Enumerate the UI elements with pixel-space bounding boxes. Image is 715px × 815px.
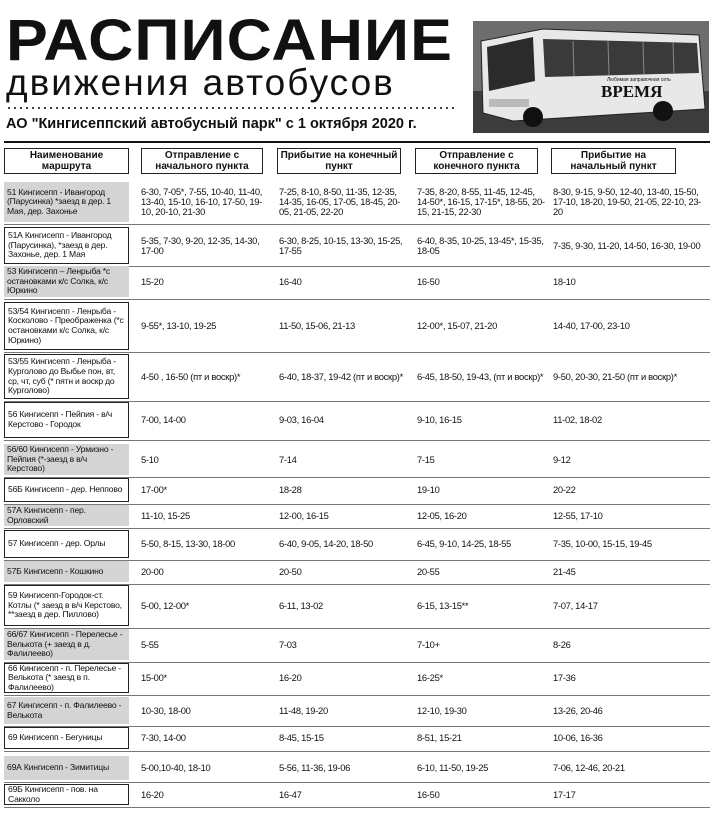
depart-start-times: 5-35, 7-30, 9-20, 12-35, 14-30, 17-00 xyxy=(141,234,260,256)
arrive-start-times: 14-40, 17-00, 23-10 xyxy=(553,320,630,331)
arrive-start-times: 7-35, 10-00, 15-15, 19-45 xyxy=(553,538,652,549)
depart-start-times: 15-00* xyxy=(141,672,167,683)
route-name: 56/60 Кингисепп - Урмизно - Пейпия (*-заезд в в/ч Керстово) xyxy=(4,444,129,475)
depart-end-times: 6-10, 11-50, 19-25 xyxy=(417,762,489,773)
col-head-depart-end: Отправление с конечного пункта xyxy=(415,148,538,174)
depart-start-times: 7-30, 14-00 xyxy=(141,732,186,743)
route-name: 56Б Кингисепп - дер. Неппово xyxy=(4,478,129,502)
bus-illustration xyxy=(473,21,709,133)
row-divider xyxy=(4,782,710,783)
depart-start-times: 11-10, 15-25 xyxy=(141,509,190,521)
depart-end-times: 20-55 xyxy=(417,565,440,577)
col-head-depart-start: Отправление с начального пункта xyxy=(141,148,263,174)
arrive-end-times: 6-11, 13-02 xyxy=(279,599,323,611)
route-name: 66/67 Кингисепп - Перелесье - Велькота (+ заезд в д. Фалилеево) xyxy=(4,629,129,660)
arrive-start-times: 8-30, 9-15, 9-50, 12-40, 13-40, 15-50, 17-10, 18-20, 19-50, 21-05, 22-10, 23-20 xyxy=(553,186,702,217)
route-name: 53/55 Кингисепп - Ленрыба - Курголово до Выбье пон, вт, ср, чт, суб (* пятн и воскр до Курголово) xyxy=(4,354,129,399)
col-head-route: Наименование маршрута xyxy=(4,148,129,174)
arrive-end-times: 7-25, 8-10, 8-50, 11-35, 12-35, 14-35, 16-05, 17-05, 18-45, 20-05, 21-05, 22-20 xyxy=(279,186,400,217)
arrive-end-times: 7-14 xyxy=(279,453,297,465)
arrive-start-times: 9-12 xyxy=(553,453,571,465)
route-name: 53/54 Кингисепп - Ленрыба - Косколово - Преображенка (*с остановками к/с Солка, к/с Юркино) xyxy=(4,302,129,350)
depart-start-times: 5-50, 8-15, 13-30, 18-00 xyxy=(141,538,235,549)
arrive-start-times: 21-45 xyxy=(553,565,576,577)
route-name: 57А Кингисепп - пер. Орловский xyxy=(4,505,129,526)
arrive-start-times: 18-10 xyxy=(553,275,576,287)
route-name: 57 Кингисепп - дер. Орлы xyxy=(4,530,129,558)
depart-start-times: 20-00 xyxy=(141,565,164,577)
depart-end-times: 12-00*, 15-07, 21-20 xyxy=(417,320,498,331)
depart-start-times: 4-50 , 16-50 (пт и воскр)* xyxy=(141,370,241,382)
row-divider xyxy=(4,695,710,696)
depart-start-times: 5-00, 12-00* xyxy=(141,599,189,611)
depart-end-times: 12-10, 19-30 xyxy=(417,704,467,716)
arrive-start-times: 17-17 xyxy=(553,788,576,800)
depart-start-times: 15-20 xyxy=(141,275,164,287)
arrive-start-times: 17-36 xyxy=(553,672,576,683)
arrive-start-times: 13-26, 20-46 xyxy=(553,704,603,716)
route-name: 51 Кингисепп - Ивангород (Парусинка) *заезд в дер. 1 Мая, дер. Захонье xyxy=(4,182,129,222)
row-divider xyxy=(4,352,710,353)
arrive-end-times: 12-00, 16-15 xyxy=(279,509,329,521)
route-name: 51А Кингисепп - Ивангород (Парусинка), *заезд в дер. Захонье, дер. 1 Мая xyxy=(4,227,129,264)
depart-end-times: 7-15 xyxy=(417,453,435,465)
arrive-start-times: 8-26 xyxy=(553,638,571,650)
depart-end-times: 7-35, 8-20, 8-55, 11-45, 12-45, 14-50*, 16-15, 17-15*, 18-55, 20-15, 21-15, 22-30 xyxy=(417,186,545,217)
depart-start-times: 5-00,10-40, 18-10 xyxy=(141,762,211,773)
route-name: 56 Кингисепп - Пейпия - в/ч Керстово - Городок xyxy=(4,402,129,438)
arrive-end-times: 5-56, 11-36, 19-06 xyxy=(279,762,351,773)
depart-start-times: 16-20 xyxy=(141,788,164,800)
row-divider xyxy=(4,224,710,225)
arrive-end-times: 6-40, 18-37, 19-42 (пт и воскр)* xyxy=(279,370,403,382)
arrive-end-times: 16-47 xyxy=(279,788,302,800)
bus-brand: ВРЕМЯ xyxy=(601,82,663,101)
arrive-end-times: 9-03, 16-04 xyxy=(279,414,324,425)
arrive-end-times: 6-30, 8-25, 10-15, 13-30, 15-25, 17-55 xyxy=(279,234,403,256)
route-name: 59 Кингисепп-Городок-ст. Котлы (* заезд в в/ч Керстово, **заезд в дер. Пиллово) xyxy=(4,585,129,626)
depart-end-times: 7-10+ xyxy=(417,638,440,650)
col-head-arrive-start: Прибытие на начальный пункт xyxy=(551,148,676,174)
depart-end-times: 6-15, 13-15** xyxy=(417,599,469,611)
depart-end-times: 6-40, 8-35, 10-25, 13-45*, 15-35, 18-05 xyxy=(417,234,544,256)
row-divider xyxy=(4,299,710,300)
page-subtitle: движения автобусов xyxy=(6,62,395,103)
depart-end-times: 6-45, 9-10, 14-25, 18-55 xyxy=(417,538,511,549)
bus-brand-small: Любимая заправочная сеть xyxy=(607,77,671,83)
arrive-end-times: 11-50, 15-06, 21-13 xyxy=(279,320,355,331)
depart-start-times: 9-55*, 13-10, 19-25 xyxy=(141,320,217,331)
depart-start-times: 17-00* xyxy=(141,484,167,495)
row-divider xyxy=(4,440,710,441)
arrive-start-times: 7-35, 9-30, 11-20, 14-50, 16-30, 19-00 xyxy=(553,239,701,251)
route-name: 57Б Кингисепп - Кошкино xyxy=(4,561,129,582)
arrive-start-times: 11-02, 18-02 xyxy=(553,414,602,425)
route-name: 69Б Кингисепп - пов. на Сакколо xyxy=(4,784,129,805)
company-line: АО "Кингисеппский автобусный парк" с 1 октября 2020 г. xyxy=(6,116,417,132)
arrive-end-times: 7-03 xyxy=(279,638,297,650)
depart-end-times: 12-05, 16-20 xyxy=(417,509,467,521)
arrive-end-times: 18-28 xyxy=(279,484,302,495)
depart-end-times: 16-25* xyxy=(417,672,443,683)
arrive-start-times: 20-22 xyxy=(553,484,576,495)
depart-end-times: 8-51, 15-21 xyxy=(417,732,462,743)
arrive-start-times: 9-50, 20-30, 21-50 (пт и воскр)* xyxy=(553,370,677,382)
row-divider xyxy=(4,528,710,529)
depart-start-times: 10-30, 18-00 xyxy=(141,704,191,716)
arrive-start-times: 7-07, 14-17 xyxy=(553,599,598,611)
route-name: 69А Кингисепп - Зимитицы xyxy=(4,756,129,780)
table-top-rule xyxy=(4,141,710,143)
depart-end-times: 16-50 xyxy=(417,788,440,800)
depart-start-times: 6-30, 7-05*, 7-55, 10-40, 11-40, 13-40, 15-10, 16-10, 17-50, 19-10, 20-10, 21-30 xyxy=(141,186,263,217)
page-title: РАСПИСАНИЕ xyxy=(6,8,454,73)
arrive-start-times: 12-55, 17-10 xyxy=(553,509,603,521)
depart-start-times: 7-00, 14-00 xyxy=(141,414,186,425)
route-name: 53 Кингисепп – Ленрыба *с остановками к/с Солка, к/с Юркино xyxy=(4,266,129,297)
row-divider xyxy=(4,807,710,808)
arrive-end-times: 16-40 xyxy=(279,275,302,287)
row-divider xyxy=(4,751,710,752)
depart-start-times: 5-10 xyxy=(141,453,159,465)
arrive-start-times: 10-06, 16-36 xyxy=(553,732,603,743)
arrive-end-times: 8-45, 15-15 xyxy=(279,732,324,743)
depart-end-times: 19-10 xyxy=(417,484,440,495)
bus-photo xyxy=(473,21,709,133)
depart-start-times: 5-55 xyxy=(141,638,159,650)
arrive-end-times: 11-48, 19-20 xyxy=(279,704,328,716)
depart-end-times: 16-50 xyxy=(417,275,440,287)
col-head-arrive-end: Прибытие на конечный пункт xyxy=(277,148,401,174)
route-name: 69 Кингисепп - Бегуницы xyxy=(4,727,129,749)
depart-end-times: 9-10, 16-15 xyxy=(417,414,462,425)
route-name: 66 Кингисепп - п. Перелесье - Велькота (* заезд в п. Фалилеево) xyxy=(4,663,129,693)
dotted-divider xyxy=(6,106,458,110)
route-name: 67 Кингисепп - п. Фалилеево - Велькота xyxy=(4,697,129,724)
arrive-end-times: 20-50 xyxy=(279,565,302,577)
arrive-end-times: 6-40, 9-05, 14-20, 18-50 xyxy=(279,538,373,549)
arrive-start-times: 7-06, 12-46, 20-21 xyxy=(553,762,625,773)
arrive-end-times: 16-20 xyxy=(279,672,302,683)
depart-end-times: 6-45, 18-50, 19-43, (пт и воскр)* xyxy=(417,370,544,382)
